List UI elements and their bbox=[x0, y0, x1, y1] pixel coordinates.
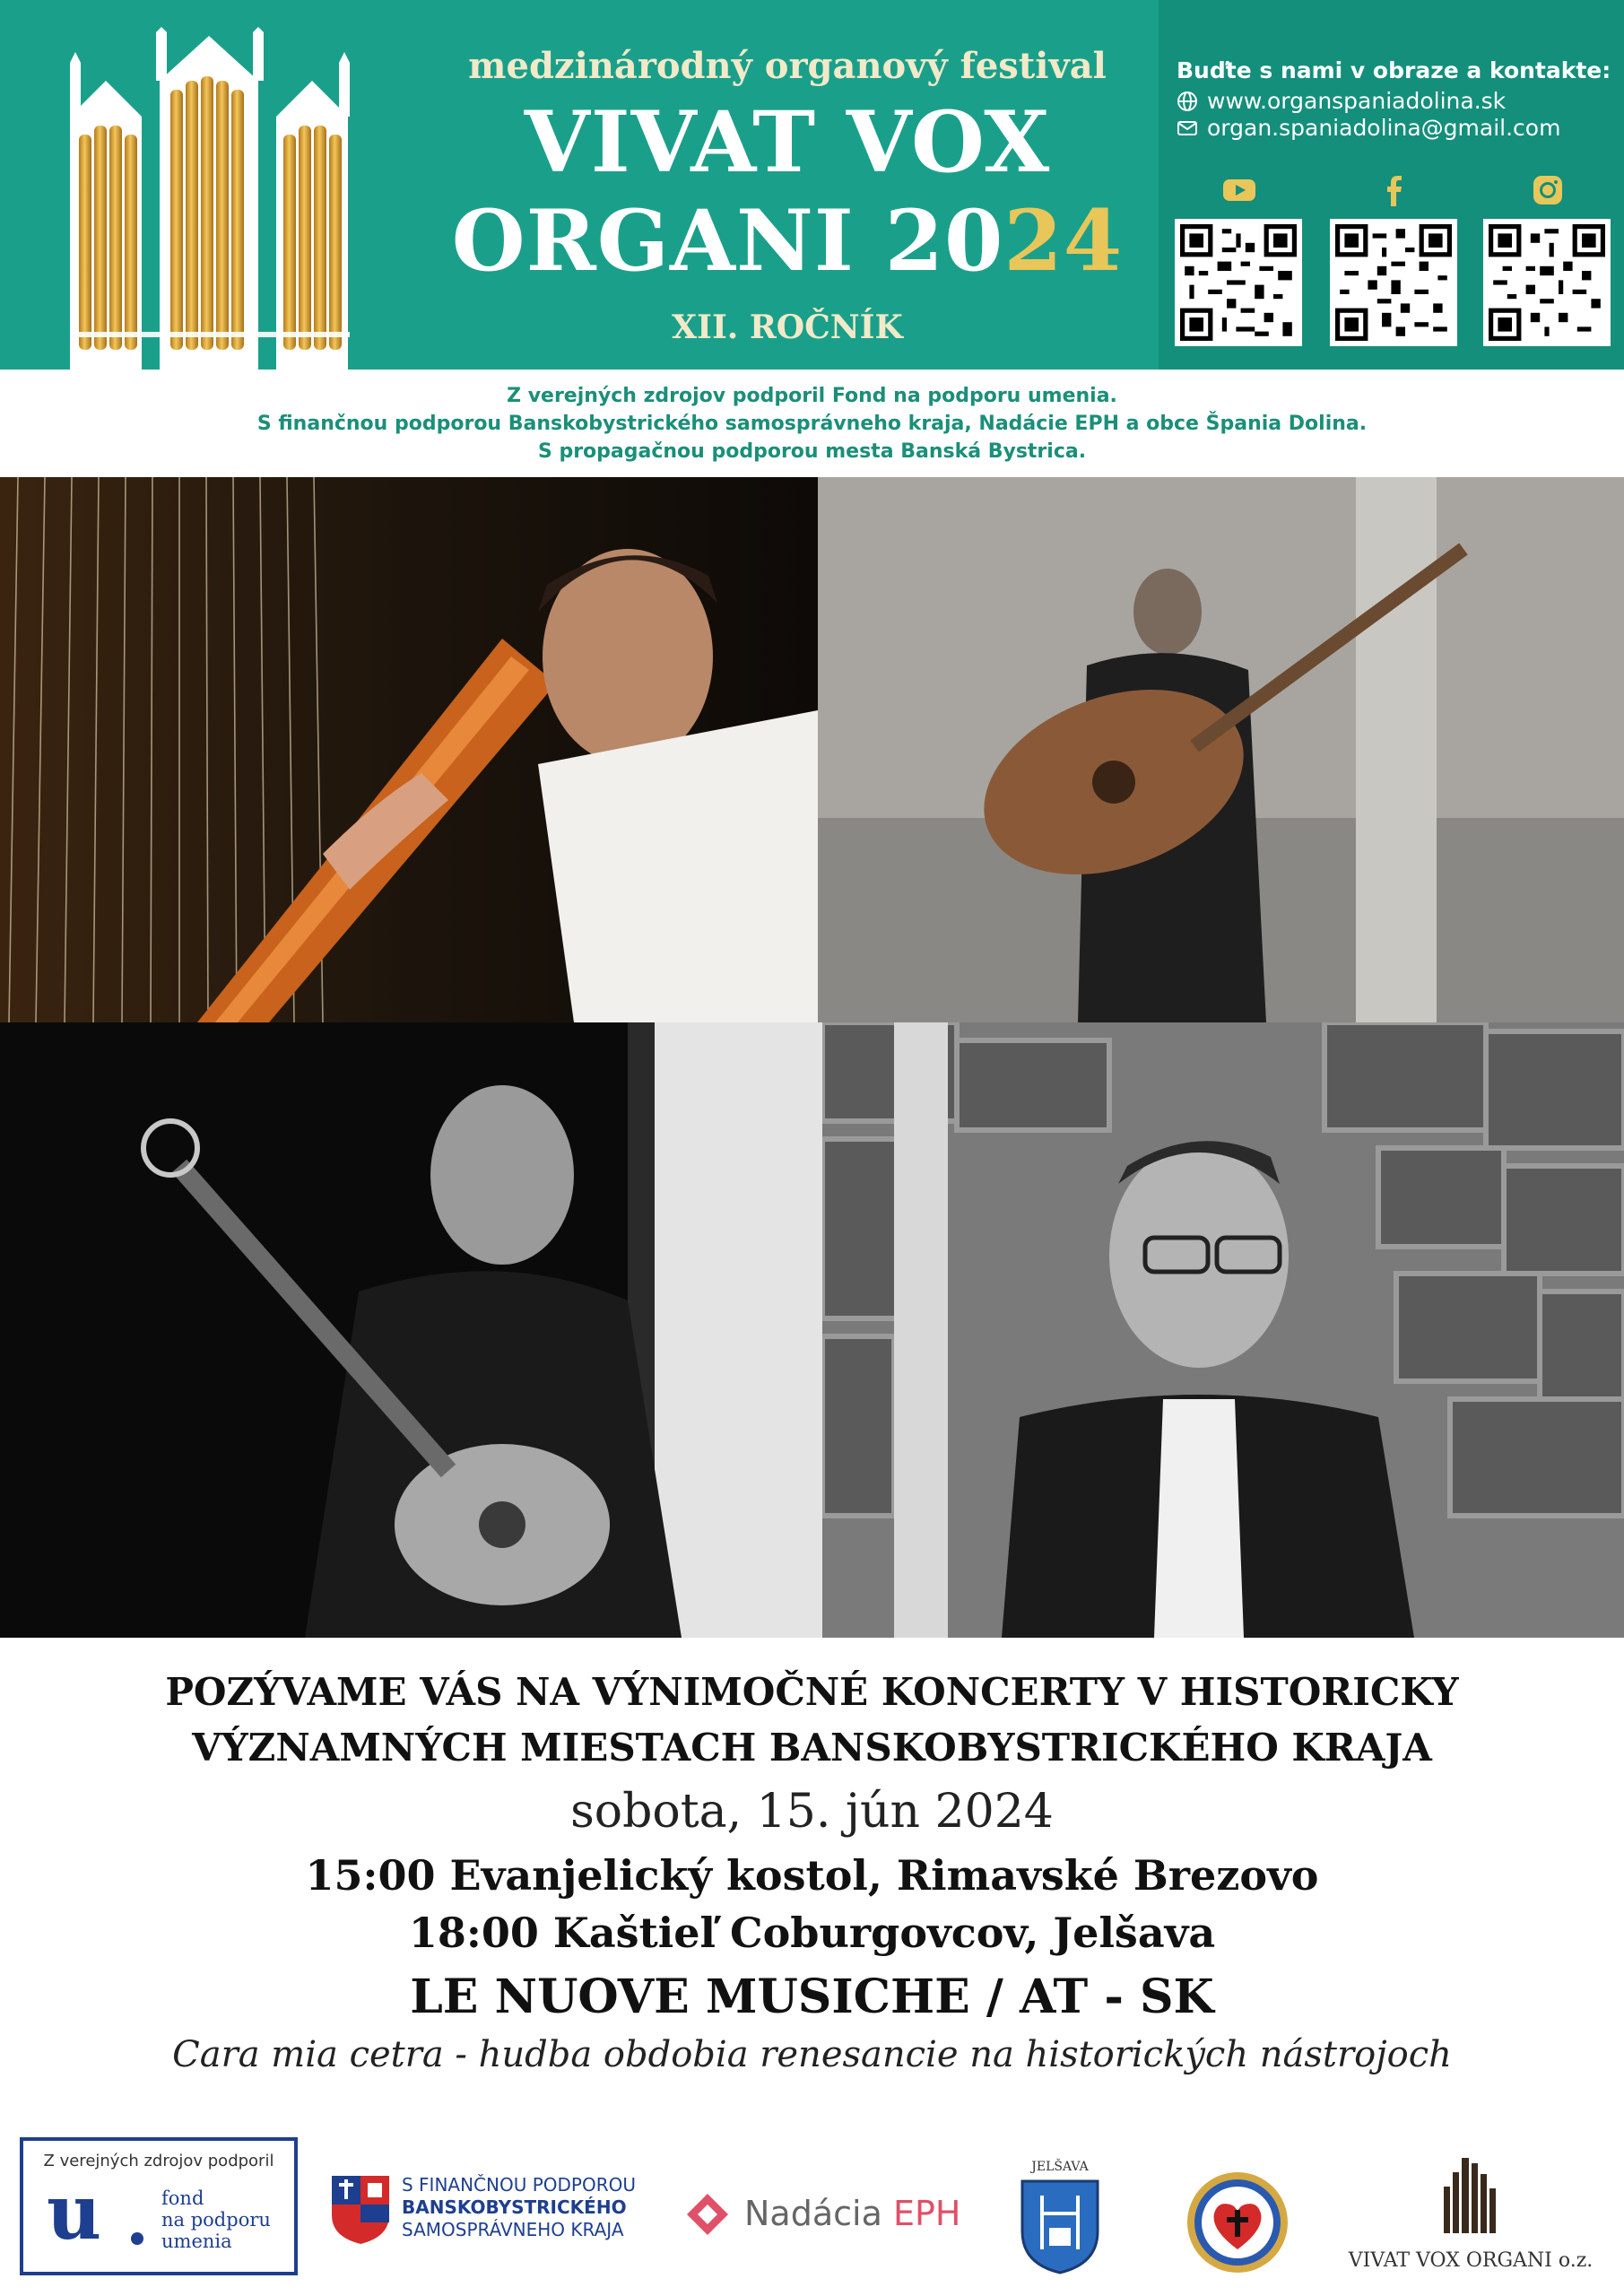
year-accent: 24 bbox=[1003, 192, 1124, 291]
bbsk-shield-icon bbox=[330, 2174, 391, 2246]
festival-subtitle: medzinárodný organový festival bbox=[468, 45, 1107, 87]
fpu-line: umenia bbox=[161, 2231, 232, 2252]
globe-icon bbox=[1177, 91, 1198, 112]
support-line: Z verejných zdrojov podporil Fond na podporu umenia. bbox=[507, 385, 1117, 407]
facebook-icon[interactable] bbox=[1375, 170, 1414, 210]
youtube-icon[interactable] bbox=[1220, 170, 1259, 210]
qr-pattern bbox=[1180, 224, 1297, 341]
invitation-heading-2: VÝZNAMNÝCH MIESTACH BANSKOBYSTRICKÉHO KRAJA bbox=[192, 1726, 1432, 1770]
program-description: Cara mia cetra - hudba obdobia renesancie na historických nástrojoch bbox=[172, 2034, 1452, 2075]
contact-heading: Buďte s nami v obraze a kontakte: bbox=[1177, 57, 1611, 83]
concert-date: sobota, 15. jún 2024 bbox=[570, 1785, 1054, 1839]
festival-title: VIVAT VOX bbox=[524, 93, 1051, 192]
photo-organist bbox=[822, 1022, 1624, 1638]
qr-pattern bbox=[1489, 224, 1605, 341]
qr-code-instagram[interactable] bbox=[1483, 219, 1611, 346]
website-text: www.organspaniadolina.sk bbox=[1207, 88, 1507, 114]
bbsk-line: SAMOSPRÁVNEHO KRAJA bbox=[402, 2219, 624, 2240]
concert-time-1: 15:00 Evanjelický kostol, Rimavské Brezovo bbox=[305, 1851, 1319, 1900]
jelsava-shield-icon bbox=[1015, 2178, 1105, 2276]
concert-time-2: 18:00 Kaštieľ Coburgovcov, Jelšava bbox=[408, 1909, 1216, 1957]
eph-prefix: Nadácia bbox=[744, 2194, 893, 2233]
festival-header bbox=[0, 0, 1624, 370]
mail-icon bbox=[1177, 117, 1198, 139]
photo-guitarist bbox=[0, 1022, 822, 1638]
support-line: S propagačnou podporou mesta Banská Bystrica. bbox=[537, 440, 1087, 463]
email-text: organ.spaniadolina@gmail.com bbox=[1207, 115, 1561, 141]
lutenist-illustration bbox=[818, 477, 1624, 1022]
fpu-line: na podporu bbox=[161, 2209, 271, 2231]
eph-suffix: EPH bbox=[892, 2194, 961, 2233]
bbsk-line: BANSKOBYSTRICKÉHO bbox=[402, 2196, 627, 2218]
jelsava-coat-of-arms bbox=[1015, 2160, 1105, 2276]
photo-lutenist bbox=[818, 477, 1624, 1022]
fpu-caption: Z verejných zdrojov podporil bbox=[43, 2152, 274, 2170]
fpu-dot bbox=[131, 2232, 143, 2245]
vvo-name: VIVAT VOX ORGANI o.z. bbox=[1348, 2249, 1594, 2272]
photo-harpist bbox=[0, 477, 818, 1022]
support-statement bbox=[0, 382, 1624, 465]
fpu-letter: u bbox=[47, 2168, 102, 2257]
eph-mark-icon bbox=[685, 2192, 730, 2237]
instagram-icon[interactable] bbox=[1528, 170, 1568, 210]
bbsk-text bbox=[402, 2174, 636, 2241]
invitation-heading: POZÝVAME VÁS NA VÝNIMOČNÉ KONCERTY V HISTORICKY bbox=[165, 1670, 1459, 1714]
website-link[interactable] bbox=[1177, 88, 1616, 114]
fpu-line: fond bbox=[161, 2187, 204, 2209]
qr-pattern bbox=[1335, 224, 1452, 341]
luther-rose-icon bbox=[1184, 2169, 1291, 2276]
eph-name bbox=[744, 2194, 960, 2233]
vvo-pipes-icon bbox=[1345, 2151, 1596, 2240]
edition-label: XII. ROČNÍK bbox=[672, 309, 903, 346]
qr-code-facebook[interactable] bbox=[1330, 219, 1457, 346]
title-prefix: ORGANI 20 bbox=[451, 192, 1004, 291]
organist-illustration bbox=[822, 1022, 1624, 1638]
bbsk-logo bbox=[330, 2170, 653, 2251]
harpist-illustration bbox=[0, 477, 818, 1022]
ensemble-name: LE NUOVE MUSICHE / AT - SK bbox=[410, 1970, 1214, 2024]
fpu-name bbox=[161, 2187, 271, 2252]
vivat-vox-organi-logo bbox=[1345, 2151, 1596, 2285]
fond-na-podporu-umenia-logo bbox=[20, 2137, 298, 2275]
email-link[interactable] bbox=[1177, 115, 1616, 141]
nadacia-eph-logo bbox=[685, 2188, 972, 2239]
guitarist-illustration bbox=[0, 1022, 822, 1638]
support-line: S finančnou podporou Banskobystrického samosprávneho kraja, Nadácie EPH a obce Špania Dolina. bbox=[256, 413, 1368, 435]
bbsk-line: S FINANČNOU PODPOROU bbox=[402, 2174, 637, 2196]
qr-code-youtube[interactable] bbox=[1175, 219, 1302, 346]
jelsava-label: JELŠAVA bbox=[1031, 2160, 1089, 2174]
organ-pipes-logo bbox=[70, 27, 402, 370]
festival-title-year bbox=[420, 192, 1155, 291]
